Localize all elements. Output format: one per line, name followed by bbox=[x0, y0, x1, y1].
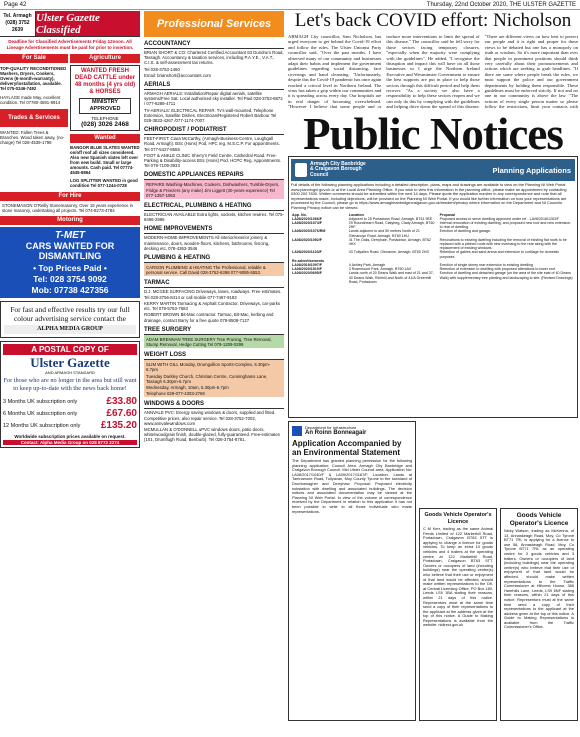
tmet-logo: T-MET bbox=[55, 230, 85, 241]
for-sale-heading: For Sale bbox=[0, 54, 68, 63]
sub6-label: 6 Months UK subscription only bbox=[3, 411, 78, 417]
table-cell: LA08/2020/1076/RM bbox=[292, 229, 326, 234]
classified-banner-row bbox=[0, 11, 140, 37]
fast-effective-ad bbox=[0, 301, 140, 338]
telephone-label: TELEPHONE bbox=[91, 116, 119, 121]
page-number: Page 42 bbox=[4, 1, 27, 8]
table-row bbox=[291, 229, 575, 237]
service-item: MCMULLAN & O'DONNELL uPVC windows doors, patio doors, white/woodgrain finish, double-glazed, fully-guaranteed. Free-estimates (101, Drumflugh Road, Benburb). Tel 028-3754-8781. bbox=[144, 426, 280, 443]
table-cell: Lands adjacent to and 50 metres North of 21 Glenanoye Road, Armagh, BT60 1HU bbox=[348, 229, 420, 238]
top-prices: • Top Prices Paid • bbox=[33, 263, 107, 273]
postal-copy-ad bbox=[0, 341, 140, 448]
table-cell: Retention of gables and sand arena and extension to curtilage for domestic purposes bbox=[439, 250, 560, 259]
table-cell: Renovations to existing dwelling including the removal of existing flat roofs to be replaced with a pitched roofs with new overhang to the rear along with the replacement of existing windows. bbox=[439, 237, 567, 251]
service-item: ELECTRICIAN AVAILABLE Extra lights, sockets, kitchen rewires. Tel 075-8496-2996 bbox=[144, 212, 284, 223]
table-row bbox=[291, 250, 575, 258]
ad-log-splitter: LOG SPLITTER WANTED in good condition Tel 077-1244-0728 bbox=[70, 178, 138, 188]
postal-description: For those who are no longer in the area but still want to keep up-to-date with the news back home! bbox=[3, 377, 137, 392]
table-cell: LA08/2020/1066/F bbox=[292, 216, 322, 221]
service-item: KERRY MARTIN Tarmacing & Asphalt Contractor. Driveways, car-parks etc. Tel 079-5763-7683 bbox=[144, 300, 281, 312]
col-location: Location bbox=[348, 212, 364, 217]
tel-number: (028) 3752 2639 bbox=[5, 20, 30, 33]
service-item: ROBERT BROWN Bit-Mac contractor. Tarmac, Bit-Mac, kerbing and drainage, contact Barry for a free quote 078-8508-7127 bbox=[144, 312, 274, 323]
service-heading: CHIROPODIST / PODIATRIST bbox=[144, 126, 284, 135]
table-row bbox=[291, 221, 575, 229]
services-list bbox=[144, 40, 284, 443]
fast-effective-text: For fast and effective results try our full colour advertising service contact the bbox=[10, 305, 130, 323]
cars-mob: Mob: 07738 427356 bbox=[31, 285, 109, 295]
council-name: Armagh City Banbridge & Craigavon Borough Council bbox=[310, 160, 366, 178]
public-notices-title: Public Notices bbox=[303, 114, 563, 154]
goods-licence-1 bbox=[419, 508, 497, 721]
goods2-title: Goods Vehicle Operator's Licence bbox=[509, 512, 569, 527]
agriculture-heading: Agriculture bbox=[70, 54, 140, 63]
goods-licence-2 bbox=[500, 508, 578, 721]
table-cell: Re-advertisements bbox=[292, 258, 325, 263]
public-notices-banner bbox=[288, 114, 578, 154]
wanted-cattle: WANTED FRESH DEAD CATTLE under 48 months (4 yrs old) & HORSES bbox=[74, 68, 136, 95]
header-date: Thursday, 22nd October 2020 bbox=[426, 1, 507, 8]
right-sub-col bbox=[70, 54, 140, 188]
table-row bbox=[291, 238, 575, 251]
tel-block bbox=[0, 11, 36, 36]
service-item: CARSON PLUMBING & HEATING The Professional, reliable & personal service. Call David 028-3752-6398 077-9085-5553. bbox=[146, 265, 266, 276]
story-col3: "There are different views on how best to protect our people and it is right and proper for these views to be debated but one has a monopoly on truth or wisdom. So it's more important than ever that people in prominent positions should think very carefully about their pronouncements and actions which are seeking to grab headlines. "If there are some where people break the rules, we must support the police and our government departments by holding them responsible. These guidelines must be enforced strictly. If not and no one in our community is above the law. "The actions of every single person matter so please follow the restrictions, limit your contacts with bbox=[484, 34, 578, 110]
for-hire-heading: For Hire bbox=[0, 192, 140, 201]
table-cell: 29 Roundhearn Road, Clatybeg, Clady Armagh, BT60 2HF bbox=[348, 220, 435, 230]
deadline-notice: Deadline for Classified Advertisements Friday 12noon. All Lineage Advertisements must be paid for prior to insertion. bbox=[6, 39, 134, 50]
planning-table bbox=[291, 213, 575, 284]
service-item: ANNVALE PVC: Energy saving windows & doors, supplied and fitted. Competitive prices, also repair service. Tel 028-3752-7002, www.annvalewindows.com bbox=[144, 410, 276, 426]
header-date-paper: Thursday, 22nd October 2020, THE ULSTER GAZETTE bbox=[426, 1, 576, 8]
ad-bangor-slates: BANGOR BLUE SLATES WANTED on/off roof all sizes considered. Also new Spanish slates left over from new build. Small or large amounts. Cash paid. Tel 07774-4545-6864 bbox=[70, 145, 140, 175]
council-crest-icon bbox=[295, 163, 307, 177]
dfi-title: Application Accompanied by an Environmental Statement bbox=[292, 439, 402, 457]
table-cell: LA08/2020/1103/F bbox=[292, 250, 322, 255]
service-heading: AERIALS bbox=[144, 81, 284, 90]
dfi-department: Department for Infrastructure bbox=[305, 425, 357, 430]
service-item: Email: brianshort@accountant.com bbox=[144, 72, 211, 78]
table-cell: 41 The Oaks, Derryhale, Portadown, Armagh, BT62 4HX bbox=[348, 237, 432, 246]
goods1-title: Goods Vehicle Operator's Licence bbox=[424, 512, 492, 525]
sub3-label: 3 Months UK subscription only bbox=[3, 399, 78, 405]
service-heading: PLUMBING & HEATING bbox=[144, 254, 284, 263]
service-item: FOOT & ANKLE CLINIC Sherry's Field Centre, Cathedral Road. Free-Parking & Disability-access BSc (Hons) Pod. HCPC Reg. Appointments. Tel 079-7109-3933 bbox=[144, 152, 282, 169]
service-item: D.J. MCGEE SURFACING Driveways, lanes, roadways. Free estimates. Tel 028-3756-8414 or call mobile 077-7467-9183 bbox=[144, 289, 282, 300]
planning-applications bbox=[288, 156, 578, 418]
goods2-text: Nicky Watson, trading as McKenna, of 13, Annaskeagh Road, Moy, Co Tyrone BT71 7RL is applying for a licence to use 58, Annaskeagh Road, Moy, Co Tyrone BT71 7RL as an operating centre for 3 goods vehicles and 3 trailers. Owners or occupiers of land (including buildings) near the operating centre(s) who believe that their use or enjoyment of that land would be affected, should make written representations to the Traffic Commissioner at Hillcrest House, 386 Harehills Lane, Leeds, LS9 6NF stating their reasons, within 21 days of this notice. Representors must at the same time send a copy of their representations to the applicant at the address given at the top of this notice. A Guide to Making Representations is available from the Traffic Commissioner's Office. bbox=[504, 528, 574, 630]
cars-wanted-ad bbox=[0, 227, 140, 298]
dfi-irish: An Roinn Bonneagair bbox=[305, 430, 367, 436]
table-cell: 4 Ashley Park, Armagh bbox=[348, 263, 386, 267]
story-col2: troduce more interventions to limit the spread of this disease." The councillor said he fell sorry for those sectors facing temporary closures, "especially when the majority were complying with the guidelines". He added, "I recognise the disruption and impact this will have on all those businesses so I urge the Northern Ireland Executive and Westminster Government to ensure the best supports are put in place to help those sectors through this difficult period and help them recover. "As a society we also have a responsibility to help these sectors reopen and we can only do this by complying with the guidelines and helping drive down the spread of this disease. bbox=[386, 34, 480, 110]
story bbox=[288, 11, 578, 111]
planning-intro: Full details of the following planning applications including a detailed description, plans, maps and drawings are available to view on the Planning NI Web Portal www.planningni.gov.uk or at the Local Area Planning Office. If you wish to view this information in the planning office, please make an appointment by contacting 0300 200 7830. Written comments should be submitted within the next 14 days. Please quote the application number in any correspondence and note that all representations made, including objections, will be provided on the Planning NI Web Portal. If you would like further information on how your representations are processed by the Council, please go to https://www.armaghbanbridgecraigavon.gov.uk/resident/privacy where information on the Department and NI Councils Planning Privacy notice can be viewed. bbox=[291, 182, 567, 210]
planning-title: Planning Applications bbox=[492, 165, 571, 175]
ad-wanted-fallen: WANTED: Fallen Trees & Branches. Wood taken away, (no-charge) Tel 028-4539-1798 bbox=[0, 130, 65, 145]
ministry-approved: MINISTRY APPROVED bbox=[79, 98, 131, 114]
table-cell: 43 Tullyallen Road, Glenanne, Armagh, BT60 2HS bbox=[348, 250, 429, 255]
sub6-price: £67.60 bbox=[106, 408, 137, 419]
table-cell: LA08/2020/1092/F bbox=[292, 237, 322, 242]
motoring-heading: Motoring bbox=[0, 216, 140, 225]
service-heading: ACCOUNTANCY bbox=[144, 40, 284, 49]
table-cell: LA08/2020/1074/F bbox=[292, 220, 322, 225]
ulster-gazette-logo: Ulster Gazette bbox=[30, 355, 110, 370]
service-heading: DOMESTIC APPLIANCES REPAIRS bbox=[144, 171, 284, 180]
services-banner: Professional Services bbox=[144, 11, 284, 37]
trades-heading: Trades & Services bbox=[0, 109, 68, 127]
ad-top-quality: TOP-QUALITY RECONDITIONED Washers, Dryers, Cookers, Ovens (6-month-warranty), delivery/installation, available. Tel 075-0246-7492 bbox=[0, 66, 67, 91]
service-item: Wednesday, Armagh, 10am, 5.30pm-6.7pm bbox=[146, 384, 229, 390]
table-cell: 3 Rosemount Park, Armagh, BT60 1AX bbox=[348, 267, 412, 272]
sub3-price: £33.80 bbox=[106, 396, 137, 407]
service-item: Tuesday Darkley Church, Christian Centre, Cunninghams Lane, Tassagh 5.30pm-6.7pm bbox=[146, 373, 268, 384]
service-heading: TARMAC bbox=[144, 279, 284, 288]
ad-stonemason: STONEMASON O'Reilly Stonemasonry, Over 15 years experience in stone masonry, undertaking all projects. Tel 074-8273-4784 bbox=[2, 203, 134, 213]
story-headline: Let's back COVID effort: Nicholson bbox=[294, 11, 572, 31]
goods1-text: C M Kerr, trading as the same Animal Feeds Limited of 122 Markethill Road, Portadown, Craigavon BT63 5TT is applying to change a licence for goods vehicles. To keep an extra 10 goods vehicles and 4 trailers at the operating centre at 122 Markethill Road, Portadown, Craigavon BT63 5TT. Owners or occupiers of land (including buildings) near the operating centre(s) who believe that their use or enjoyment of that land would be affected, should make written representations to the DfI, at Central Licensing Office, PO Box 180, Leeds LS9 1BA stating their reasons, within 21 days of this notice. Representors must at the same time send a copy of their representations to the applicant at the address given at the top of this notice. A Guide to Making Representations is available from the website: nidirect.gov.uk bbox=[423, 526, 493, 628]
worldwide-note: Worldwide subscription prices available on request. bbox=[14, 434, 126, 439]
ulster-gazette-sub: AND ARMAGH STANDARD bbox=[45, 370, 95, 375]
services-section bbox=[144, 11, 284, 737]
council-header bbox=[291, 159, 575, 181]
table-cell: Erection of single storey rear extension to existing dwelling bbox=[439, 263, 533, 267]
story-col1: ARMAGH City councillor, Sam Nicholson, has urged everyone to get behind the Covid-19 effort and follow the rules. The Ulster Unionist Party councillor said, "Over the past months, I have observed many of our community and businesses adapt their habits and implement the government guidelines regarding social distancing, face coverings and hand cleansing. "Unfortunately, despite this the Covid-19 pandemic has once again reached a critical level in Northern Ireland. The virus has taken a grip within our communities and it is spreading across every day. Our hospitals are in real danger of becoming overwhelmed. "However I believe that some people and or bbox=[288, 34, 382, 110]
wanted-heading: Wanted bbox=[70, 134, 140, 143]
postal-heading: A POSTAL COPY OF bbox=[3, 344, 137, 355]
dfi-notice bbox=[288, 421, 416, 721]
classified-section bbox=[0, 11, 140, 737]
table-cell: LA08/2019/1097/F bbox=[292, 263, 322, 267]
table-row bbox=[291, 271, 575, 284]
service-item: REPAIRS Washing-Machines, Cookers, Dishwashers, Tumble-Dryers, Fridge & Freezers (any make) Jim Liggett (30-years-experience) Tel 077-1357-1953 bbox=[146, 182, 280, 198]
service-heading: ELECTRICAL, PLUMBING & HEATING bbox=[144, 202, 284, 211]
header-paper: THE ULSTER GAZETTE bbox=[509, 1, 576, 8]
table-cell: Adjacent to 25 Portadown Road, Armagh, BT61 9EE bbox=[348, 216, 433, 221]
table-cell: Erection of dwelling and garage. bbox=[439, 229, 492, 234]
page-header bbox=[0, 0, 580, 10]
postal-contact: Contact: Alpha Media Group on 028 8772 2274 bbox=[3, 440, 137, 445]
service-item: SLIM WITH GILL Monday, Drumgullion Sports-Complex, 5.30pm-6.7pm bbox=[146, 362, 271, 373]
table-cell: Internal renovation of existing dwelling, and proposed new roof and new extension to rear of dwelling. bbox=[439, 220, 571, 230]
cars-tel: Tel: 028 3754 9092 bbox=[33, 274, 107, 284]
cattle-phone: (028) 3026 2468 bbox=[81, 121, 129, 128]
service-item: TV-AERIALS: ELECTRICAL REPAIR. Tv's wall-mounted, Telephone Extension, Satellite Dishes. Electrician/Registered Robert Barbour Tel 028-3833-4267 /077-1174-7007. bbox=[144, 107, 277, 124]
table-cell: Retention of extension to dwelling with proposed alterations to lower roof bbox=[439, 267, 556, 272]
table-cell: Lands north of 20 Deans Walk and east of 21 and 37-40 Deans Walk, Richhill and North of 41/A Greenhill Road, Portadown bbox=[348, 271, 434, 284]
col-proposal: Proposal bbox=[439, 212, 456, 217]
service-item: Tel 028-3753-1460 bbox=[144, 66, 180, 72]
dfi-logo-icon bbox=[292, 426, 302, 436]
table-cell: Erection of dwelling and detached garage (on the area of the site east of 40 Deans Walk) with supplementary tree planting and landscaping to site. (Revised Drawings) bbox=[439, 271, 573, 280]
sub12-label: 12 Months UK subscription only bbox=[3, 423, 81, 429]
service-heading: WEIGHT LOSS bbox=[144, 351, 284, 360]
service-heading: WINDOWS & DOORS bbox=[144, 400, 284, 409]
tel-label: Tel. Armagh bbox=[3, 13, 32, 19]
cars-wanted-title: CARS WANTED FOR DISMANTLING bbox=[25, 241, 115, 261]
alpha-media-label: ALPHA MEDIA GROUP bbox=[4, 325, 136, 334]
ad-haylage: HAYLAGE made May, excellent condition. Tel 07780-4591-8914 bbox=[0, 95, 61, 105]
dfi-text: The Department has granted planning permission for the following planning application: Council Area: Armagh City Banbridge and Craigavon Borough Council. Mid Ulster Council area. Application No: LA08/2017/1040/F & LA09/2017/1187/F. Location: Lands at Tamnamore Road, Tullyavan, Moy County Tyrone to the townland of Drumbanagher and Derryhaw. Proposal: Proposed electricity substation with dwelling and associated buildings. The decision notices and associated documentation may be viewed at the Planning NI Web Portal. In view of the volume of correspondence received by the Department in relation to this application it has not been possible to write to all those individuals who made representations. bbox=[292, 458, 412, 514]
service-item: MODERN-HOME-IMPROVEMENTS All interior/exterior joinery & maintenance, doors, wooden-floors, kitchens, bathrooms, fencing, decking etc. 078-4363-3546 bbox=[144, 235, 270, 251]
service-heading: HOME IMPROVEMENTS bbox=[144, 225, 284, 234]
service-item: ARMAGH AERIALS: Installation/Repair digital aerials, satellite systems/Free Sat. Local authorised sky installer. Tel Paul 028-3753-8872 / 077-6288-4711 bbox=[144, 91, 283, 107]
sub12-price: £135.20 bbox=[100, 420, 137, 431]
service-heading: TREE SURGERY bbox=[144, 326, 284, 335]
table-cell: LA08/2020/0695/F bbox=[292, 271, 322, 276]
service-item: FEET-FIRST: Ciara McCarthy, (Armagh-Business-Centre, Loughgall Road, Armagh). BSc (Hons) Pod, HPC reg, M.S.C.P. For appointments. Tel 077-5427-8555 bbox=[144, 136, 280, 152]
col-app-no: App. No. bbox=[292, 212, 307, 217]
service-item: ADAM BRENNAN TREE SURGERY Tree Pruning, Tree Removal, Stump Removal, Hedge Cutting Tel 079-1209-0299 bbox=[146, 336, 272, 347]
service-item: Telephone 028-077-4303-2769 bbox=[146, 391, 205, 397]
table-cell: Proposed access to serve dwelling approved under ref - LA08/2018/1263/F bbox=[439, 216, 560, 221]
table-cell: LA08/2020/1519/F bbox=[292, 267, 322, 272]
classified-banner: Ulster Gazette Classified bbox=[36, 11, 140, 36]
service-item: BRIAN SHORT & CO: Chartered Certified Accountant 63 Dundrum Road, Tassagh. Accountancy & taxation services, including P.A.Y.E., V.A.T., C.I.S. & self-assessment tax returns. bbox=[144, 50, 284, 66]
left-sub-col bbox=[0, 54, 68, 188]
